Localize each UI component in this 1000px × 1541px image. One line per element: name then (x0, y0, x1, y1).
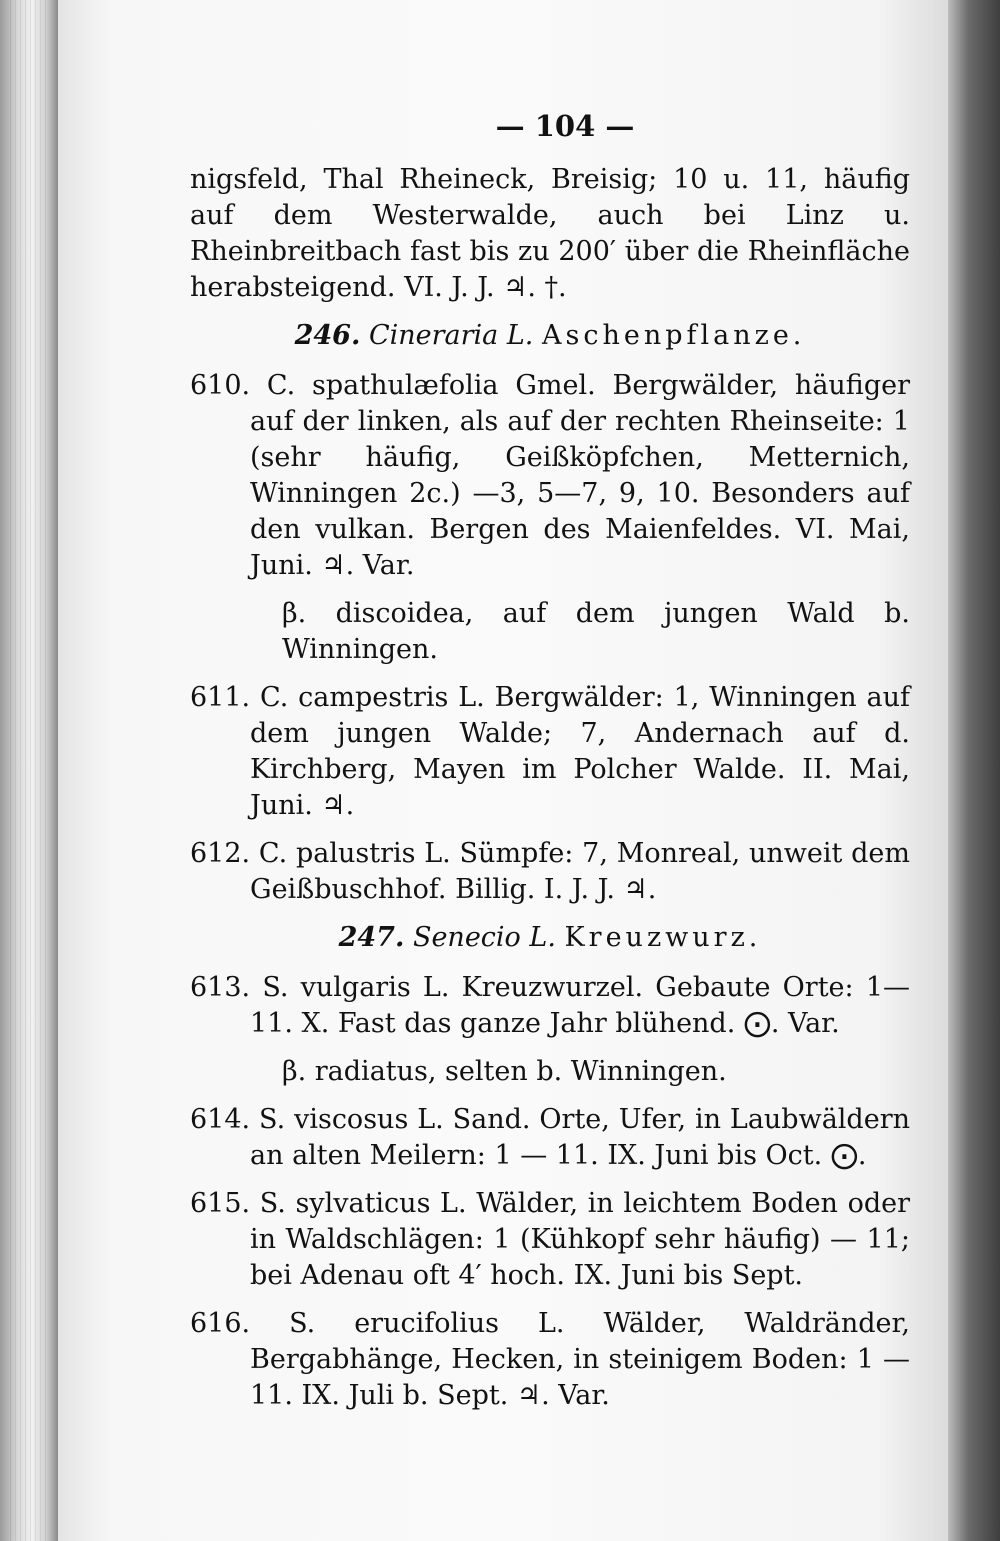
species-entry: 613. S. vulgaris L. Kreuzwurzel. Gebaute Orte: 1—11. X. Fast das ganze Jahr blühend. ⨀. Var. (190, 972, 910, 1039)
species-entry: 610. C. spathulæfolia Gmel. Bergwälder, häufiger auf der linken, als auf der rechten Rheinseite: 1 (sehr häufig, Geißköpfchen, Metternich, Winningen 2c.) —3, 5—7, 9, 10. Besonders auf den vulkan. Bergen des Maienfeldes. VI. Mai, Juni. ♃. Var. (190, 370, 910, 581)
genus-heading-cineraria (190, 318, 910, 354)
species-entry: 616. S. erucifolius L. Wälder, Waldränder, Bergabhänge, Hecken, in steinigem Boden: 1 — 11. IX. Juli b. Sept. ♃. Var. (190, 1308, 910, 1411)
genus-heading-senecio (190, 920, 910, 956)
page-text (190, 108, 910, 1426)
continuation-paragraph: nigsfeld, Thal Rheineck, Breisig; 10 u. 11, häufig auf dem Westerwalde, auch bei Linz u. Rheinbreitbach fast bis zu 200′ über die Rheinfläche herabsteigend. VI. J. J. ♃. †. (190, 164, 910, 303)
genus-name: Senecio L. (412, 922, 556, 953)
species-entry: 611. C. campestris L. Bergwälder: 1, Winningen auf dem jungen Walde; 7, Andernach auf d. Kirchberg, Mayen im Polcher Walde. II. Mai, Juni. ♃. (190, 682, 910, 821)
genus-common-name: Aschenpflanze. (541, 320, 806, 351)
page-number: — 104 — (495, 109, 635, 143)
genus-name: Cineraria L. (368, 320, 534, 351)
page-edges (10, 0, 50, 1541)
genus-common-name: Kreuzwurz. (564, 922, 762, 953)
species-entry: 614. S. viscosus L. Sand. Orte, Ufer, in Laubwäldern an alten Meilern: 1 — 11. IX. Juni bis Oct. ⨀. (190, 1104, 910, 1171)
species-entry: 612. C. palustris L. Sümpfe: 7, Monreal, unweit dem Geißbuschhof. Billig. I. J. J. ♃. (190, 838, 910, 905)
facing-page-edge (948, 0, 1000, 1541)
genus-number: 246. (294, 320, 361, 351)
species-entry: 615. S. sylvaticus L. Wälder, in leichtem Boden oder in Waldschlägen: 1 (Kühkopf sehr häufig) — 11; bei Adenau oft 4′ hoch. IX. Juni bis Sept. (190, 1188, 910, 1291)
genus-number: 247. (338, 922, 405, 953)
variety-entry: β. discoidea, auf dem jungen Wald b. Winningen. (282, 598, 910, 665)
variety-entry: β. radiatus, selten b. Winningen. (282, 1056, 727, 1087)
book-spine (0, 0, 58, 1541)
